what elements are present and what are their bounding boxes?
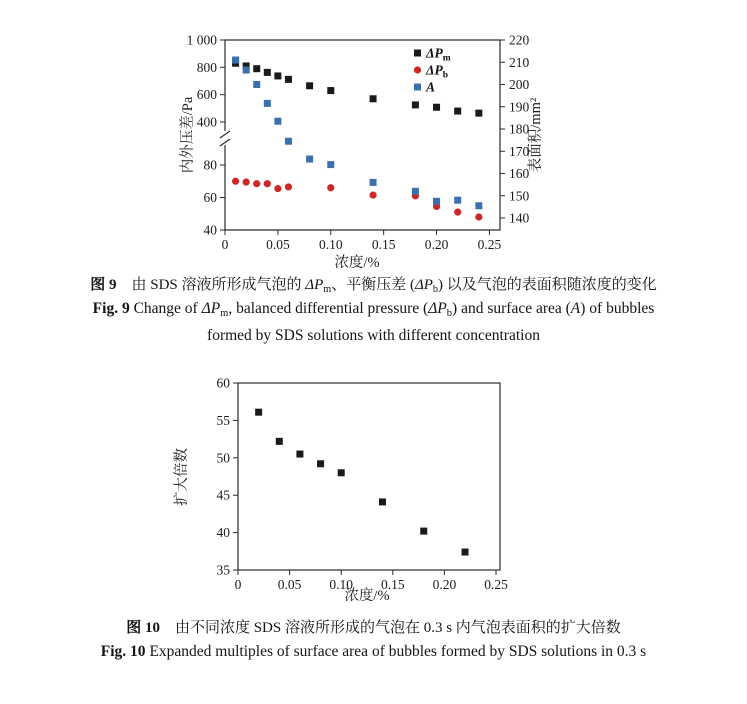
y-axis-label: 扩大倍数 [174, 448, 190, 506]
y-tick-label: 45 [216, 487, 230, 503]
figure9-caption-cn [0, 273, 747, 295]
y-axis-label-left: 内外压差/Pa [180, 96, 196, 174]
caption-part: m [323, 283, 332, 295]
x-tick-label: 0 [221, 237, 229, 252]
legend-marker-delta-P-m [414, 50, 421, 57]
delta-P-b-point [232, 178, 239, 185]
legend-marker-delta-P-b [414, 66, 421, 73]
y-tick-label: 50 [216, 450, 230, 466]
A-point [370, 179, 377, 186]
delta-P-b-point [253, 180, 260, 187]
x-axis-label: 浓度/% [334, 255, 380, 271]
y-tick-label: 60 [216, 375, 230, 391]
delta-P-b-point [454, 209, 461, 216]
expansion-multiple-point [296, 451, 303, 458]
caption-part: , balanced differential pressure ( [228, 300, 429, 317]
delta-P-b-point [327, 184, 334, 191]
A-point [475, 202, 482, 209]
caption-part: Fig. 10 [100, 643, 146, 660]
figure9-chart [155, 20, 655, 290]
legend-label-part: b [442, 70, 449, 81]
caption-part: ) of bubbles [580, 300, 655, 317]
y-axis-label-right: 表面积/mm² [528, 97, 544, 173]
delta-P-m-point [285, 76, 292, 83]
A-point [433, 198, 440, 205]
y-tick-label-left: 80 [203, 157, 217, 173]
expansion-multiple-point [420, 528, 427, 535]
x-tick-label: 0.10 [318, 237, 343, 252]
delta-P-m-point [370, 95, 377, 102]
caption-part: 图 10 [126, 620, 160, 636]
A-point [274, 118, 281, 125]
A-point [253, 81, 260, 88]
x-axis-label: 浓度/% [344, 588, 390, 604]
caption-part: ) 以及气泡的表面积随浓度的变化 [438, 277, 657, 293]
y-tick-label-left: 60 [203, 190, 217, 205]
A-point [232, 57, 239, 64]
A-point [243, 67, 250, 74]
figure10-caption-en [0, 643, 747, 661]
x-tick-label: 0.20 [432, 577, 457, 592]
caption-part: 由 SDS 溶液所形成气泡的 [116, 277, 306, 293]
y-tick-label: 40 [216, 525, 230, 541]
caption-part: Fig. 9 [92, 300, 130, 317]
y-tick-label: 35 [216, 562, 230, 578]
legend-marker-A [414, 84, 421, 91]
y-tick-label-right: 190 [509, 99, 530, 115]
legend-label-part: ΔP [426, 45, 443, 61]
delta-P-m-point [327, 87, 334, 94]
expansion-multiple-point [276, 438, 283, 445]
delta-P-m-point [475, 110, 482, 117]
caption-part: formed by SDS solutions with different concentration [207, 327, 540, 344]
x-tick-label: 0.25 [484, 577, 508, 592]
figure10-caption-cn [0, 616, 747, 637]
delta-P-b-point [274, 185, 281, 192]
legend-label-delta-P-m [425, 46, 451, 64]
x-tick-label: 0.15 [380, 577, 405, 592]
caption-part: 由不同浓度 SDS 溶液所形成的气泡在 0.3 s 内气泡表面积的扩大倍数 [159, 620, 621, 636]
delta-P-b-point [264, 180, 271, 187]
A-point [454, 197, 461, 204]
caption-part: ) and surface area ( [452, 300, 571, 317]
expansion-multiple-point [379, 498, 386, 505]
delta-P-m-point [253, 65, 260, 72]
y-tick-label-right: 160 [509, 166, 530, 181]
x-tick-label: 0.25 [477, 237, 502, 252]
x-tick-label: 0 [234, 577, 242, 592]
expansion-multiple-point [462, 549, 469, 556]
A-point [327, 161, 334, 168]
figure10-chart [160, 372, 660, 607]
plot-box [238, 383, 500, 570]
legend-label-part: ΔP [426, 62, 443, 78]
y-tick-label-right: 210 [509, 54, 530, 70]
caption-part: ΔP [305, 277, 324, 293]
A-point [285, 138, 292, 145]
legend-label-A [425, 80, 435, 95]
caption-part: ΔP [428, 300, 447, 317]
x-tick-label: 0.05 [277, 577, 302, 592]
y-tick-label-right: 180 [509, 121, 530, 137]
delta-P-b-point [285, 183, 292, 190]
delta-P-m-point [454, 108, 461, 115]
expansion-multiple-point [255, 409, 262, 416]
caption-part: ΔP [201, 300, 221, 317]
caption-part: 、平衡压差 ( [331, 277, 415, 293]
figure9-caption-en [0, 300, 747, 319]
caption-part: b [446, 307, 453, 319]
delta-P-m-point [274, 72, 281, 79]
expansion-multiple-point [338, 469, 345, 476]
x-tick-label: 0.15 [371, 237, 396, 252]
delta-P-b-point [475, 213, 482, 220]
caption-part: m [220, 307, 229, 319]
y-tick-label-right: 200 [509, 77, 530, 92]
caption-part: ΔP [414, 277, 433, 293]
axis-break-mark [220, 139, 230, 146]
expansion-multiple-point [317, 460, 324, 467]
legend-label-delta-P-b [425, 63, 448, 81]
delta-P-m-point [433, 104, 440, 111]
delta-P-b-point [243, 178, 250, 185]
A-point [264, 100, 271, 107]
delta-P-m-point [306, 82, 313, 89]
delta-P-m-point [264, 69, 271, 76]
caption-part: 图 9 [90, 277, 117, 293]
caption-part: Expanded multiples of surface area of bubbles formed by SDS solutions in 0.3 s [145, 643, 647, 660]
caption-part: b [432, 283, 438, 295]
figure9-caption-en-continued [0, 327, 747, 345]
y-tick-label-left: 40 [203, 222, 217, 238]
legend-label-part: m [442, 53, 451, 64]
delta-P-b-point [369, 191, 376, 198]
x-tick-label: 0.20 [424, 237, 449, 252]
y-tick-label: 55 [216, 412, 230, 428]
legend-label-part: A [426, 79, 436, 95]
y-tick-label-right: 150 [509, 188, 530, 204]
A-point [412, 188, 419, 195]
y-tick-label-left: 800 [196, 59, 217, 75]
delta-P-m-point [412, 101, 419, 108]
caption-part: Change of [129, 300, 202, 317]
y-tick-label-left: 1 000 [186, 32, 217, 48]
y-tick-label-right: 220 [509, 32, 530, 48]
x-tick-label: 0.10 [329, 577, 354, 592]
y-tick-label-left: 400 [196, 114, 217, 130]
caption-part: A [570, 300, 581, 317]
y-tick-label-right: 140 [509, 210, 530, 226]
y-tick-label-left: 600 [196, 87, 217, 103]
y-tick-label-right: 170 [509, 143, 530, 159]
A-point [306, 156, 313, 163]
axis-break-mark [220, 131, 230, 138]
x-tick-label: 0.05 [266, 237, 290, 252]
